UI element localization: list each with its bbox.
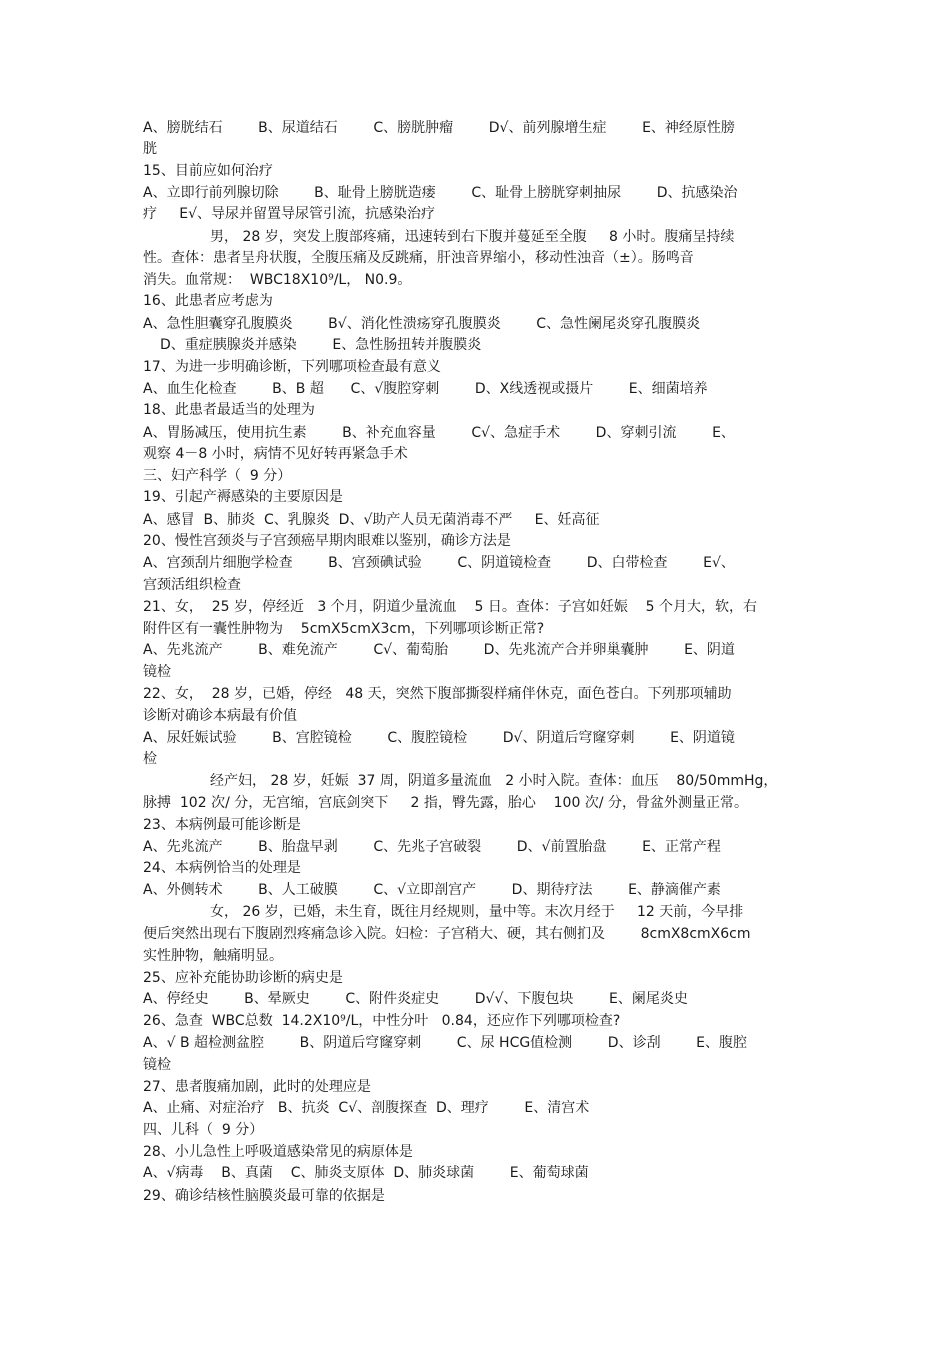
question-line: 28、小儿急性上呼吸道感染常见的病原体是 bbox=[143, 1144, 413, 1160]
case-paragraph: 女， 26 岁，已婚，未生育，既往月经规则，量中等。末次月经于 12 天前，今早排 bbox=[210, 904, 744, 920]
text-line: 诊断对确诊本病最有价值 bbox=[143, 708, 297, 724]
question-line: 22、女， 28 岁，已婚，停经 48 天，突然下腹部撕裂样痛伴休克，面色苍白。下列那项辅助 bbox=[143, 686, 732, 702]
text-line: 宫颈活组织检查 bbox=[143, 577, 241, 593]
text-line: 检 bbox=[143, 751, 157, 767]
text-line: A、血生化检查 B、B 超 C、√腹腔穿刺 D、X线透视或摄片 E、细菌培养 bbox=[143, 381, 708, 397]
case-paragraph: 脉搏 102 次/ 分，无宫缩，宫底剑突下 2 指，臀先露，胎心 100 次/ 分，骨盆外测量正常。 bbox=[143, 795, 748, 811]
case-paragraph: 消失。血常规： WBC18X10⁹/L， N0.9。 bbox=[143, 272, 412, 288]
section-heading: 四、儿科（ 9 分） bbox=[143, 1122, 264, 1138]
section-heading: 三、妇产科学（ 9 分） bbox=[143, 468, 292, 484]
question-line: 25、应补充能协助诊断的病史是 bbox=[143, 970, 343, 986]
text-line: A、膀胱结石 B、尿道结石 C、膀胱肿瘤 D√、前列腺增生症 E、神经原性膀 bbox=[143, 120, 735, 136]
case-paragraph: 性。查体：患者呈舟状腹，全腹压痛及反跳痛，肝浊音界缩小，移动性浊音（±）。肠鸣音 bbox=[143, 250, 694, 266]
text-line: A、停经史 B、晕厥史 C、附件炎症史 D√√、下腹包块 E、阑尾炎史 bbox=[143, 991, 688, 1007]
question-line: 19、引起产褥感染的主要原因是 bbox=[143, 489, 343, 505]
text-line: A、先兆流产 B、难免流产 C√、葡萄胎 D、先兆流产合并卵巢囊肿 E、阴道 bbox=[143, 642, 735, 658]
text-line: 附件区有一囊性肿物为 5cmX5cmX3cm，下列哪项诊断正常? bbox=[143, 621, 545, 637]
text-line: A、尿妊娠试验 B、宫腔镜检 C、腹腔镜检 D√、阴道后穹窿穿刺 E、阴道镜 bbox=[143, 730, 735, 746]
case-paragraph: 经产妇， 28 岁，妊娠 37 周，阴道多量流血 2 小时入院。查体：血压 80/50mmHg， bbox=[210, 773, 778, 789]
text-line: 胱 bbox=[143, 141, 157, 157]
question-line: 16、此患者应考虑为 bbox=[143, 293, 273, 309]
text-line: A、先兆流产 B、胎盘早剥 C、先兆子宫破裂 D、√前置胎盘 E、正常产程 bbox=[143, 839, 721, 855]
text-line: 镜检 bbox=[143, 664, 171, 680]
question-line: 15、目前应如何治疗 bbox=[143, 163, 273, 179]
text-line: A、√ B 超检测盆腔 B、阴道后穹窿穿刺 C、尿 HCG值检测 D、诊刮 E、腹腔 bbox=[143, 1035, 748, 1051]
text-line: A、胃肠减压，使用抗生素 B、补充血容量 C√、急症手术 D、穿刺引流 E、 bbox=[143, 425, 735, 441]
text-line: A、止痛、对症治疗 B、抗炎 C√、剖腹探查 D、理疗 E、清宫术 bbox=[143, 1100, 590, 1116]
text-line: A、感冒 B、肺炎 C、乳腺炎 D、√助产人员无菌消毒不严 E、妊高征 bbox=[143, 512, 600, 528]
case-paragraph: 男， 28 岁，突发上腹部疼痛，迅速转到右下腹并蔓延至全腹 8 小时。腹痛呈持续 bbox=[210, 229, 735, 245]
question-line: 21、女， 25 岁，停经近 3 个月，阴道少量流血 5 日。查体：子宫如妊娠 5 个月大，软，右 bbox=[143, 599, 758, 615]
text-line: A、急性胆囊穿孔腹膜炎 B√、消化性溃疡穿孔腹膜炎 C、急性阑尾炎穿孔腹膜炎 bbox=[143, 316, 701, 332]
text-line: A、外侧转术 B、人工破膜 C、√立即剖宫产 D、期待疗法 E、静滴催产素 bbox=[143, 882, 721, 898]
question-line: 29、确诊结核性脑膜炎最可靠的依据是 bbox=[143, 1188, 385, 1204]
text-line: 疗 E√、导尿并留置导尿管引流，抗感染治疗 bbox=[143, 206, 436, 222]
question-line: 26、急查 WBC总数 14.2X10⁹/L，中性分叶 0.84，还应作下列哪项检查? bbox=[143, 1013, 621, 1029]
question-line: 17、为进一步明确诊断，下列哪项检查最有意义 bbox=[143, 359, 441, 375]
question-line: 27、患者腹痛加剧，此时的处理应是 bbox=[143, 1079, 371, 1095]
text-line: D、重症胰腺炎并感染 E、急性肠扭转并腹膜炎 bbox=[160, 337, 482, 353]
text-line: 镜检 bbox=[143, 1057, 171, 1073]
text-line: A、宫颈刮片细胞学检查 B、宫颈碘试验 C、阴道镜检查 D、白带检查 E√、 bbox=[143, 555, 735, 571]
text-line: 观察 4－8 小时，病情不见好转再紧急手术 bbox=[143, 446, 408, 462]
case-paragraph: 实性肿物，触痛明显。 bbox=[143, 948, 283, 964]
question-line: 23、本病例最可能诊断是 bbox=[143, 817, 301, 833]
question-line: 18、此患者最适当的处理为 bbox=[143, 402, 315, 418]
text-line: A、立即行前列腺切除 B、耻骨上膀胱造瘘 C、耻骨上膀胱穿刺抽尿 D、抗感染治 bbox=[143, 185, 738, 201]
question-line: 20、慢性宫颈炎与子宫颈癌早期肉眼难以鉴别，确诊方法是 bbox=[143, 533, 511, 549]
case-paragraph: 便后突然出现右下腹剧烈疼痛急诊入院。妇检：子宫稍大、硬，其右侧扪及 8cmX8cmX6cm bbox=[143, 926, 751, 942]
text-line: A、√病毒 B、真菌 C、肺炎支原体 D、肺炎球菌 E、葡萄球菌 bbox=[143, 1165, 589, 1181]
question-line: 24、本病例恰当的处理是 bbox=[143, 860, 301, 876]
